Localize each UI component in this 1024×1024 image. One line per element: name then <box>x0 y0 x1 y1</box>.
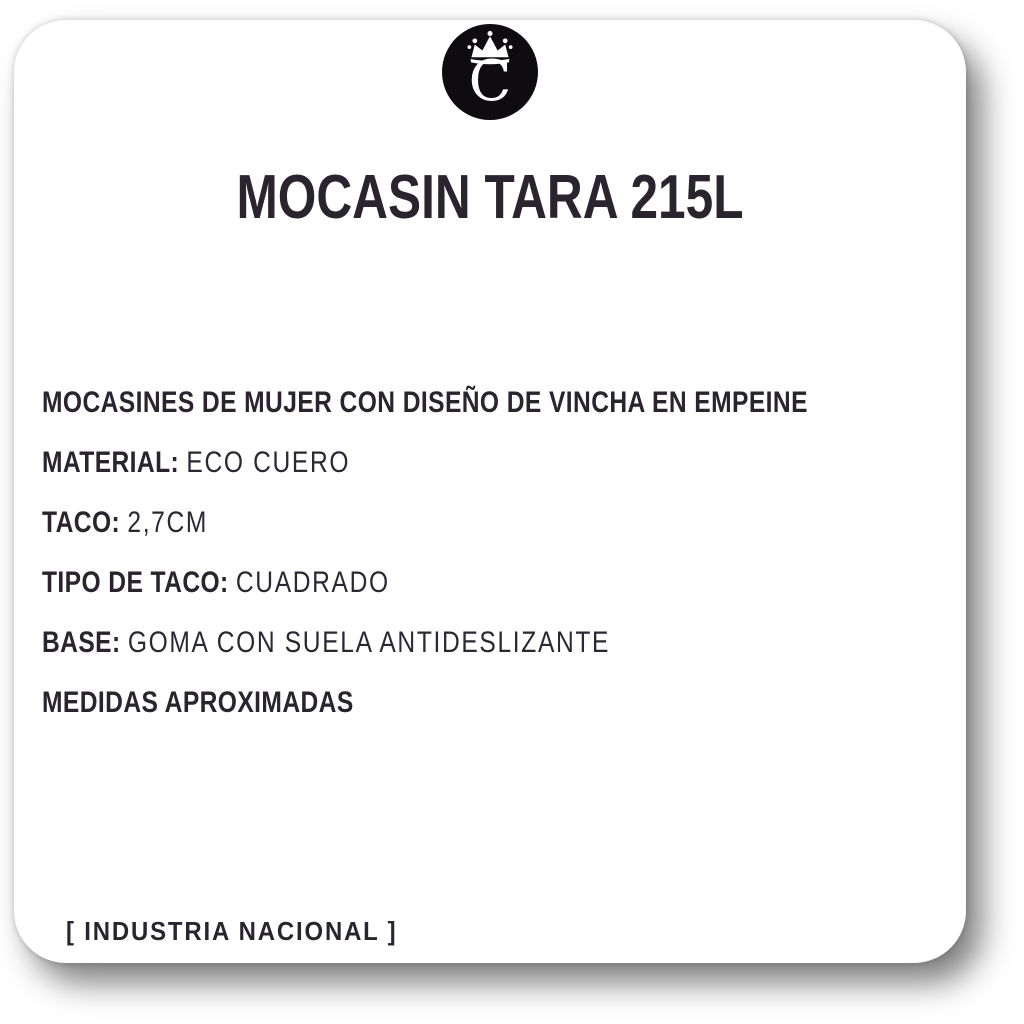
spec-row-tipo-de-taco <box>42 568 791 598</box>
product-description: MOCASINES DE MUJER CON DISEÑO DE VINCHA EN EMPEINE <box>42 386 808 419</box>
product-specs <box>42 388 956 748</box>
spec-value: CUADRADO <box>235 566 390 599</box>
product-title: MOCASIN TARA 215L <box>236 163 744 232</box>
brand-logo-letter: C <box>468 49 512 114</box>
footer-industry-label: [ INDUSTRIA NACIONAL ] <box>66 916 398 946</box>
section-heading-medidas: MEDIDAS APROXIMADAS <box>42 686 354 719</box>
spec-label: BASE: <box>42 626 121 659</box>
spec-value: ECO CUERO <box>186 446 351 479</box>
spec-label: TIPO DE TACO: <box>42 566 229 599</box>
brand-logo <box>442 24 538 120</box>
spec-row-material <box>42 448 791 478</box>
spec-label: TACO: <box>42 506 121 539</box>
product-info-card <box>14 20 966 963</box>
spec-value: 2,7CM <box>127 506 209 539</box>
spec-label: MATERIAL: <box>42 446 180 479</box>
spec-value: GOMA CON SUELA ANTIDESLIZANTE <box>127 626 611 659</box>
spec-row-taco <box>42 508 791 538</box>
spec-row-base <box>42 628 791 658</box>
